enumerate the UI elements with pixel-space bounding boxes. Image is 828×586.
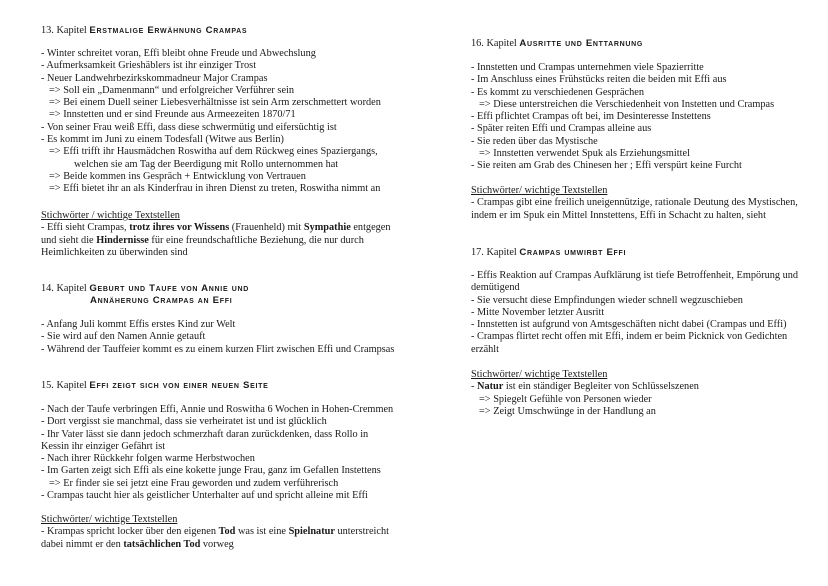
chapter-15-keywords (41, 514, 389, 551)
chapter-16-heading (471, 38, 643, 50)
keywords-heading: Stichwörter/ wichtige Textstellen (471, 369, 608, 380)
chapter-14-summary (41, 319, 394, 356)
summary-line: => Bei einem Duell seiner Liebesverhältnisse ist sein Arm zerschmettert worden (49, 97, 381, 109)
summary-line: - Von seiner Frau weiß Effi, dass diese schwermütig und eifersüchtig ist (41, 121, 337, 133)
summary-line: - Innstetten und Crampas unternehmen viele Spazierritte (471, 62, 704, 73)
chapter-16-summary (471, 62, 774, 173)
summary-line: erzählt (471, 343, 500, 355)
summary-line: - Aufmerksamkeit Grieshäblers ist ihr einziger Trost (41, 60, 257, 72)
chapter-17-summary (471, 270, 798, 356)
summary-line: => Soll ein „Damenmann“ und erfolgreicher Verführer sein (49, 84, 295, 96)
keywords-line: und sieht die Hindernisse für eine freundschaftliche Beziehung, die nur durch (41, 234, 364, 246)
chapter-number: 15. Kapitel (41, 380, 87, 391)
summary-line: - Sie wird auf den Namen Annie getauft (41, 331, 206, 343)
chapter-number: 13. Kapitel (41, 25, 87, 36)
summary-line: - Mitte November letzter Ausritt (471, 306, 605, 318)
summary-line: => Er finder sie sei jetzt eine Frau geworden und zudem verführerisch (49, 477, 339, 489)
summary-line: - Dort vergisst sie manchmal, dass sie verheiratet ist und ist glücklich (41, 416, 327, 428)
summary-line: - Im Anschluss eines Frühstücks reiten die beiden mit Effi aus (471, 74, 727, 86)
summary-line: - Sie reiten am Grab des Chinesen her ; Effi verspürt keine Furcht (471, 160, 742, 172)
summary-line: welchen sie am Tag der Beerdigung mit Rollo unternommen hat (74, 158, 339, 170)
summary-line: => Innstetten und er sind Freunde aus Armeezeiten 1870/71 (49, 109, 296, 121)
chapter-number: 16. Kapitel (471, 38, 517, 49)
summary-line: => Effi trifft ihr Hausmädchen Roswitha auf dem Rückweg eines Spaziergangs, (49, 146, 378, 158)
chapter-13-heading (41, 25, 247, 37)
chapter-title: Erstmalige Erwähnung Crampas (89, 25, 248, 36)
summary-line: - Es kommt zu verschiedenen Gesprächen (471, 86, 644, 98)
summary-line: - Sie reden über das Mystische (471, 135, 598, 147)
summary-line: - Während der Tauffeier kommt es zu einem kurzen Flirt zwischen Effi und Crampsas (41, 343, 395, 355)
chapter-number: 14. Kapitel (41, 283, 87, 294)
keywords-heading: Stichwörter / wichtige Textstellen (41, 210, 180, 221)
summary-line: - Ihr Vater lässt sie dann jedoch schmerzhaft daran zurückdenken, dass Rollo in (41, 428, 369, 440)
summary-line: - Es kommt im Juni zu einem Todesfall (Witwe aus Berlin) (41, 134, 284, 146)
summary-line: - Sie versucht diese Empfindungen wieder schnell wegzuschieben (471, 294, 743, 306)
keywords-line: => Spiegelt Gefühle von Personen wieder (479, 393, 652, 405)
summary-line: - Neuer Landwehrbezirkskommadneur Major Crampas (41, 72, 268, 84)
chapter-number: 17. Kapitel (471, 247, 517, 258)
chapter-title-line-2: Annäherung Crampas an Effi (90, 295, 233, 306)
keywords-line: Heimlichkeiten zu überwinden sind (41, 246, 188, 258)
summary-line: - Innstetten ist aufgrund von Amtsgeschäften nicht dabei (Crampas und Effi) (471, 319, 787, 331)
summary-line: - Später reiten Effi und Crampas alleine aus (471, 123, 652, 135)
chapter-title: Crampas umwirbt Effi (519, 247, 627, 258)
summary-line: demütigend (471, 282, 520, 294)
chapter-13-summary (41, 48, 381, 196)
chapter-13-keywords (41, 210, 391, 259)
summary-line: => Effi bietet ihr an als Kinderfrau in ihren Dienst zu treten, Roswitha nimmt an (49, 183, 381, 195)
keywords-line: dabei nimmt er den tatsächlichen Tod vorweg (41, 538, 234, 550)
summary-line: - Nach ihrer Rückkehr folgen warme Herbstwochen (41, 453, 255, 465)
summary-line: - Nach der Taufe verbringen Effi, Annie und Roswitha 6 Wochen in Hohen-Cremmen (41, 404, 394, 415)
summary-line: - Crampas taucht hier als geistlicher Unterhalter auf und spricht alleine mit Effi (41, 490, 368, 502)
summary-line: - Im Garten zeigt sich Effi als eine kokette junge Frau, ganz im Gefallen Instettens (41, 465, 381, 477)
chapter-17-keywords (471, 369, 699, 418)
summary-line: - Anfang Juli kommt Effis erstes Kind zur Welt (41, 319, 236, 330)
chapter-title: Geburt und Taufe von Annie und (89, 283, 249, 294)
chapter-17-heading (471, 247, 626, 259)
summary-line: => Innstetten verwendet Spuk als Erziehungsmittel (479, 148, 690, 160)
keywords-line: - Crampas gibt eine freilich uneigennützige, rationale Deutung des Mystischen, (471, 197, 798, 209)
summary-line: => Beide kommen ins Gespräch + Entwicklung von Vertrauen (49, 170, 306, 182)
summary-line: - Winter schreitet voran, Effi bleibt ohne Freude und Abwechslung (41, 48, 316, 59)
keywords-line: - Krampas spricht locker über den eigenen Tod was ist eine Spielnatur unterstreicht (41, 526, 389, 538)
keywords-line: - Natur ist ein ständiger Begleiter von Schlüsselszenen (471, 381, 699, 393)
chapter-title: Effi zeigt sich von einer neuen Seite (89, 380, 269, 391)
keywords-heading: Stichwörter/ wichtige Textstellen (471, 185, 608, 196)
keywords-heading: Stichwörter/ wichtige Textstellen (41, 514, 178, 525)
chapter-15-heading (41, 380, 269, 392)
chapter-16-keywords (471, 185, 798, 222)
chapter-15-summary (41, 404, 393, 502)
keywords-line: => Zeigt Umschwünge in der Handlung an (479, 405, 656, 417)
chapter-title: Ausritte und Enttarnung (519, 38, 644, 49)
keywords-line: indem er im Spuk ein Mittel Innstettens, Effi in Schacht zu halten, sieht (471, 209, 766, 221)
chapter-14-heading (41, 283, 249, 307)
summary-line: - Effi pflichtet Crampas oft bei, im Desinteresse Instettens (471, 111, 711, 123)
summary-line: - Effis Reaktion auf Crampas Aufklärung ist tiefe Betroffenheit, Empörung und (471, 270, 799, 281)
summary-line: - Crampas flirtet recht offen mit Effi, indem er beim Picknick von Gedichten (471, 331, 788, 343)
keywords-line: - Effi sieht Crampas, trotz ihres vor Wissens (Frauenheld) mit Sympathie entgegen (41, 222, 391, 234)
summary-line: Kessin ihr einziger Gefährt ist (41, 440, 166, 452)
summary-line: => Diese unterstreichen die Verschiedenheit von Instetten und Crampas (479, 98, 775, 110)
